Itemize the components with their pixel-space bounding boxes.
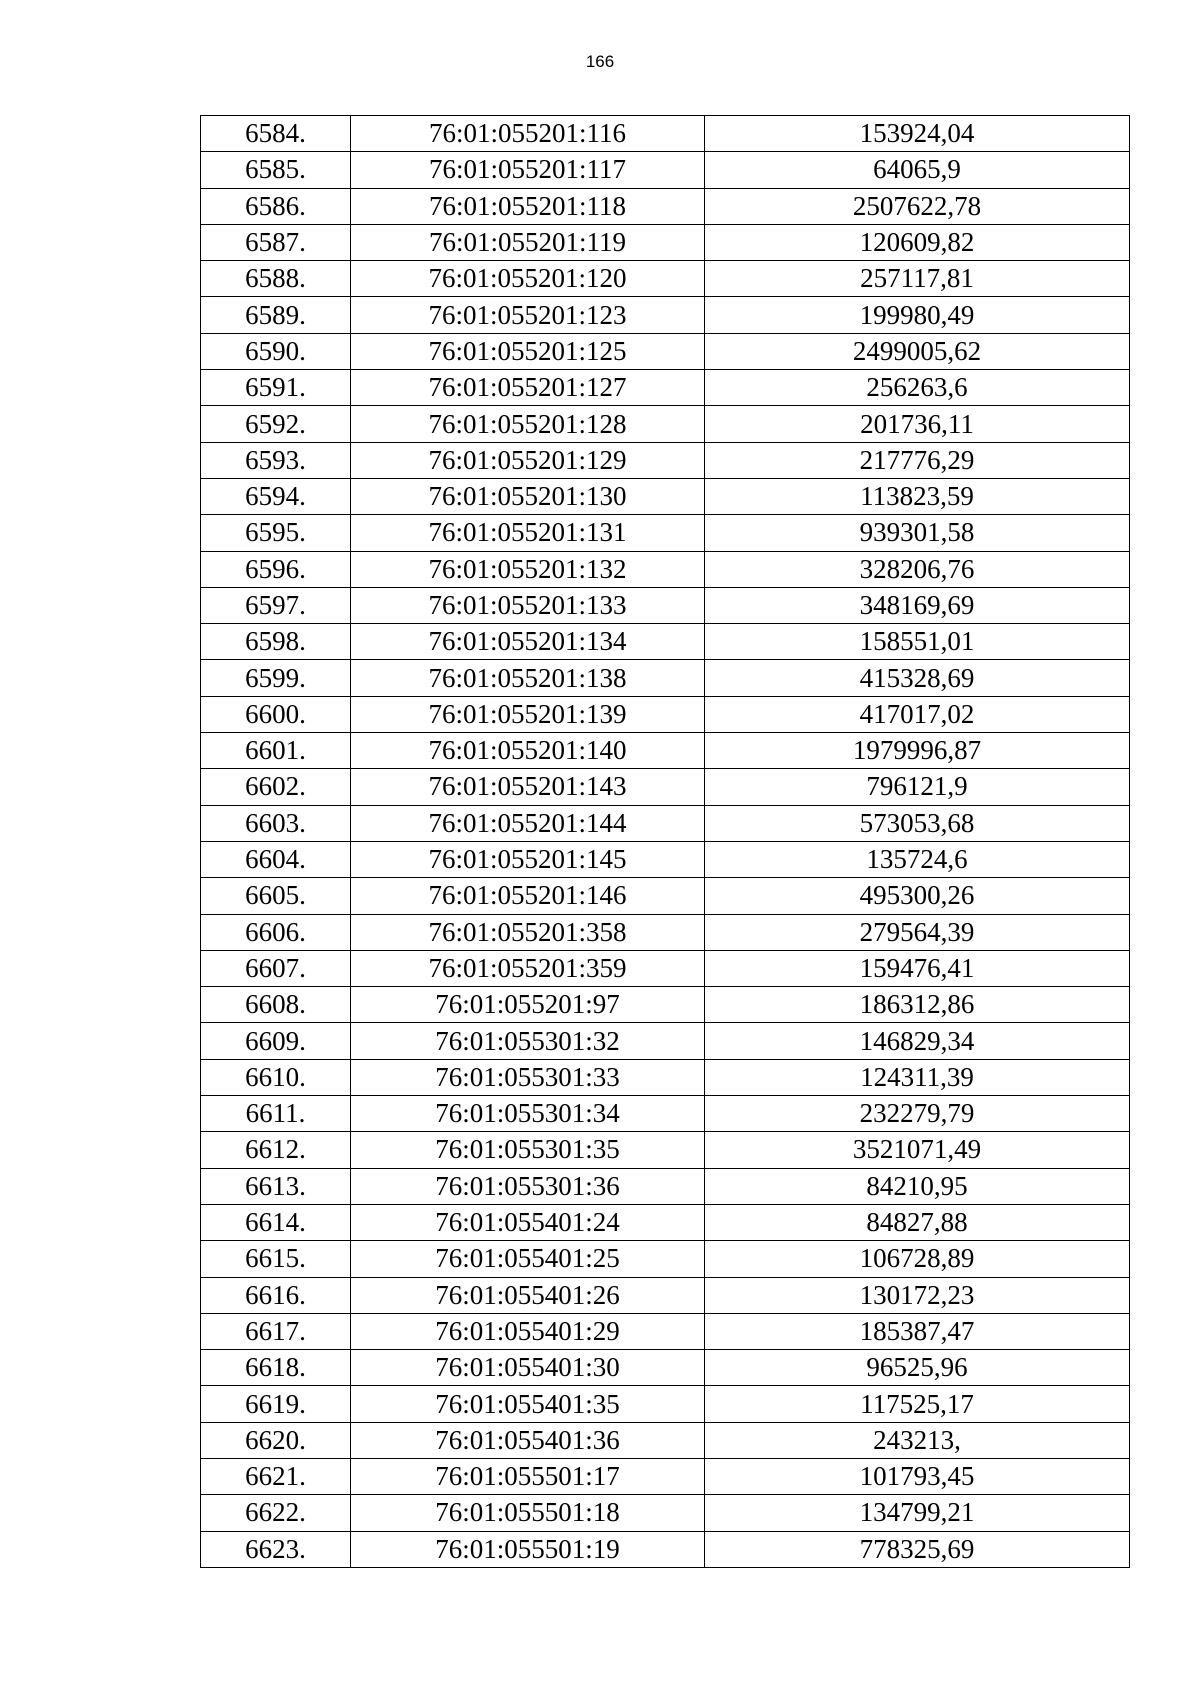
table-row xyxy=(201,1531,1130,1567)
row-number-cell: 6623. xyxy=(201,1531,351,1567)
cadastral-number-cell: 76:01:055501:17 xyxy=(351,1458,705,1494)
row-number-cell: 6621. xyxy=(201,1458,351,1494)
row-number-cell: 6620. xyxy=(201,1422,351,1458)
table-row xyxy=(201,1277,1130,1313)
row-number-cell: 6605. xyxy=(201,878,351,914)
row-number-cell: 6590. xyxy=(201,333,351,369)
cadastral-number-cell: 76:01:055201:97 xyxy=(351,987,705,1023)
value-cell: 101793,45 xyxy=(705,1458,1130,1494)
value-cell: 417017,02 xyxy=(705,696,1130,732)
table-row xyxy=(201,841,1130,877)
value-cell: 1979996,87 xyxy=(705,733,1130,769)
table-row xyxy=(201,116,1130,152)
table-row xyxy=(201,1023,1130,1059)
row-number-cell: 6595. xyxy=(201,515,351,551)
value-cell: 415328,69 xyxy=(705,660,1130,696)
page-number: 166 xyxy=(585,52,615,71)
table-row xyxy=(201,370,1130,406)
value-cell: 84827,88 xyxy=(705,1204,1130,1240)
table-row xyxy=(201,261,1130,297)
value-cell: 159476,41 xyxy=(705,950,1130,986)
row-number-cell: 6616. xyxy=(201,1277,351,1313)
cadastral-number-cell: 76:01:055201:134 xyxy=(351,624,705,660)
table-row xyxy=(201,660,1130,696)
value-cell: 130172,23 xyxy=(705,1277,1130,1313)
row-number-cell: 6612. xyxy=(201,1132,351,1168)
value-cell: 153924,04 xyxy=(705,116,1130,152)
table-row xyxy=(201,1458,1130,1494)
row-number-cell: 6584. xyxy=(201,116,351,152)
row-number-cell: 6608. xyxy=(201,987,351,1023)
table-row xyxy=(201,950,1130,986)
row-number-cell: 6588. xyxy=(201,261,351,297)
value-cell: 2507622,78 xyxy=(705,188,1130,224)
cadastral-number-cell: 76:01:055201:359 xyxy=(351,950,705,986)
value-cell: 186312,86 xyxy=(705,987,1130,1023)
table-row xyxy=(201,878,1130,914)
cadastral-number-cell: 76:01:055201:358 xyxy=(351,914,705,950)
cadastral-number-cell: 76:01:055201:133 xyxy=(351,587,705,623)
row-number-cell: 6602. xyxy=(201,769,351,805)
table-row xyxy=(201,224,1130,260)
table-row xyxy=(201,406,1130,442)
cadastral-number-cell: 76:01:055201:146 xyxy=(351,878,705,914)
table-row xyxy=(201,1313,1130,1349)
value-cell: 778325,69 xyxy=(705,1531,1130,1567)
value-cell: 232279,79 xyxy=(705,1096,1130,1132)
table-row xyxy=(201,551,1130,587)
row-number-cell: 6601. xyxy=(201,733,351,769)
row-number-cell: 6585. xyxy=(201,152,351,188)
value-cell: 243213, xyxy=(705,1422,1130,1458)
table-row xyxy=(201,1350,1130,1386)
row-number-cell: 6610. xyxy=(201,1059,351,1095)
value-cell: 135724,6 xyxy=(705,841,1130,877)
row-number-cell: 6592. xyxy=(201,406,351,442)
cadastral-number-cell: 76:01:055201:127 xyxy=(351,370,705,406)
table-row xyxy=(201,188,1130,224)
table-row xyxy=(201,515,1130,551)
table-row xyxy=(201,478,1130,514)
table-row xyxy=(201,1096,1130,1132)
value-cell: 328206,76 xyxy=(705,551,1130,587)
table-row xyxy=(201,696,1130,732)
row-number-cell: 6594. xyxy=(201,478,351,514)
table-row xyxy=(201,297,1130,333)
row-number-cell: 6603. xyxy=(201,805,351,841)
cadastral-number-cell: 76:01:055201:143 xyxy=(351,769,705,805)
cadastral-number-cell: 76:01:055201:129 xyxy=(351,442,705,478)
cadastral-number-cell: 76:01:055201:144 xyxy=(351,805,705,841)
row-number-cell: 6622. xyxy=(201,1495,351,1531)
value-cell: 117525,17 xyxy=(705,1386,1130,1422)
table-row xyxy=(201,914,1130,950)
row-number-cell: 6593. xyxy=(201,442,351,478)
cadastral-number-cell: 76:01:055201:123 xyxy=(351,297,705,333)
value-cell: 279564,39 xyxy=(705,914,1130,950)
value-cell: 257117,81 xyxy=(705,261,1130,297)
value-cell: 84210,95 xyxy=(705,1168,1130,1204)
row-number-cell: 6589. xyxy=(201,297,351,333)
row-number-cell: 6596. xyxy=(201,551,351,587)
value-cell: 796121,9 xyxy=(705,769,1130,805)
table-row xyxy=(201,1132,1130,1168)
table-row xyxy=(201,1059,1130,1095)
cadastral-number-cell: 76:01:055201:130 xyxy=(351,478,705,514)
cadastral-number-cell: 76:01:055201:118 xyxy=(351,188,705,224)
row-number-cell: 6600. xyxy=(201,696,351,732)
cadastral-number-cell: 76:01:055401:24 xyxy=(351,1204,705,1240)
row-number-cell: 6615. xyxy=(201,1241,351,1277)
table-body xyxy=(201,116,1130,1568)
cadastral-number-cell: 76:01:055201:119 xyxy=(351,224,705,260)
value-cell: 120609,82 xyxy=(705,224,1130,260)
cadastral-number-cell: 76:01:055301:33 xyxy=(351,1059,705,1095)
table-row xyxy=(201,333,1130,369)
table-row xyxy=(201,1241,1130,1277)
cadastral-number-cell: 76:01:055301:32 xyxy=(351,1023,705,1059)
cadastral-number-cell: 76:01:055301:36 xyxy=(351,1168,705,1204)
cadastral-number-cell: 76:01:055201:125 xyxy=(351,333,705,369)
table-row xyxy=(201,987,1130,1023)
value-cell: 106728,89 xyxy=(705,1241,1130,1277)
row-number-cell: 6598. xyxy=(201,624,351,660)
table-row xyxy=(201,769,1130,805)
value-cell: 573053,68 xyxy=(705,805,1130,841)
table-row xyxy=(201,805,1130,841)
value-cell: 96525,96 xyxy=(705,1350,1130,1386)
table-row xyxy=(201,1204,1130,1240)
value-cell: 939301,58 xyxy=(705,515,1130,551)
cadastral-number-cell: 76:01:055201:140 xyxy=(351,733,705,769)
table-row xyxy=(201,152,1130,188)
table-row xyxy=(201,442,1130,478)
cadastral-number-cell: 76:01:055401:29 xyxy=(351,1313,705,1349)
value-cell: 185387,47 xyxy=(705,1313,1130,1349)
table-row xyxy=(201,1495,1130,1531)
data-table xyxy=(200,115,1130,1568)
cadastral-number-cell: 76:01:055201:145 xyxy=(351,841,705,877)
cadastral-number-cell: 76:01:055501:19 xyxy=(351,1531,705,1567)
cadastral-number-cell: 76:01:055201:138 xyxy=(351,660,705,696)
cadastral-number-cell: 76:01:055201:120 xyxy=(351,261,705,297)
cadastral-number-cell: 76:01:055401:36 xyxy=(351,1422,705,1458)
row-number-cell: 6611. xyxy=(201,1096,351,1132)
value-cell: 2499005,62 xyxy=(705,333,1130,369)
cadastral-number-cell: 76:01:055201:132 xyxy=(351,551,705,587)
cadastral-number-cell: 76:01:055401:25 xyxy=(351,1241,705,1277)
value-cell: 158551,01 xyxy=(705,624,1130,660)
cadastral-number-cell: 76:01:055201:117 xyxy=(351,152,705,188)
value-cell: 348169,69 xyxy=(705,587,1130,623)
cadastral-number-cell: 76:01:055201:128 xyxy=(351,406,705,442)
value-cell: 256263,6 xyxy=(705,370,1130,406)
row-number-cell: 6619. xyxy=(201,1386,351,1422)
value-cell: 64065,9 xyxy=(705,152,1130,188)
cadastral-number-cell: 76:01:055401:30 xyxy=(351,1350,705,1386)
value-cell: 113823,59 xyxy=(705,478,1130,514)
row-number-cell: 6614. xyxy=(201,1204,351,1240)
cadastral-number-cell: 76:01:055301:35 xyxy=(351,1132,705,1168)
value-cell: 134799,21 xyxy=(705,1495,1130,1531)
value-cell: 217776,29 xyxy=(705,442,1130,478)
cadastral-number-cell: 76:01:055501:18 xyxy=(351,1495,705,1531)
row-number-cell: 6617. xyxy=(201,1313,351,1349)
table-row xyxy=(201,624,1130,660)
value-cell: 201736,11 xyxy=(705,406,1130,442)
value-cell: 199980,49 xyxy=(705,297,1130,333)
value-cell: 495300,26 xyxy=(705,878,1130,914)
row-number-cell: 6604. xyxy=(201,841,351,877)
row-number-cell: 6618. xyxy=(201,1350,351,1386)
table-row xyxy=(201,587,1130,623)
row-number-cell: 6607. xyxy=(201,950,351,986)
value-cell: 124311,39 xyxy=(705,1059,1130,1095)
cadastral-number-cell: 76:01:055201:131 xyxy=(351,515,705,551)
table-row xyxy=(201,733,1130,769)
value-cell: 3521071,49 xyxy=(705,1132,1130,1168)
row-number-cell: 6599. xyxy=(201,660,351,696)
row-number-cell: 6606. xyxy=(201,914,351,950)
row-number-cell: 6591. xyxy=(201,370,351,406)
row-number-cell: 6597. xyxy=(201,587,351,623)
table-row xyxy=(201,1386,1130,1422)
cadastral-number-cell: 76:01:055401:26 xyxy=(351,1277,705,1313)
row-number-cell: 6613. xyxy=(201,1168,351,1204)
row-number-cell: 6587. xyxy=(201,224,351,260)
cadastral-number-cell: 76:01:055401:35 xyxy=(351,1386,705,1422)
value-cell: 146829,34 xyxy=(705,1023,1130,1059)
row-number-cell: 6609. xyxy=(201,1023,351,1059)
table-row xyxy=(201,1422,1130,1458)
table-row xyxy=(201,1168,1130,1204)
cadastral-number-cell: 76:01:055301:34 xyxy=(351,1096,705,1132)
cadastral-number-cell: 76:01:055201:139 xyxy=(351,696,705,732)
cadastral-number-cell: 76:01:055201:116 xyxy=(351,116,705,152)
row-number-cell: 6586. xyxy=(201,188,351,224)
